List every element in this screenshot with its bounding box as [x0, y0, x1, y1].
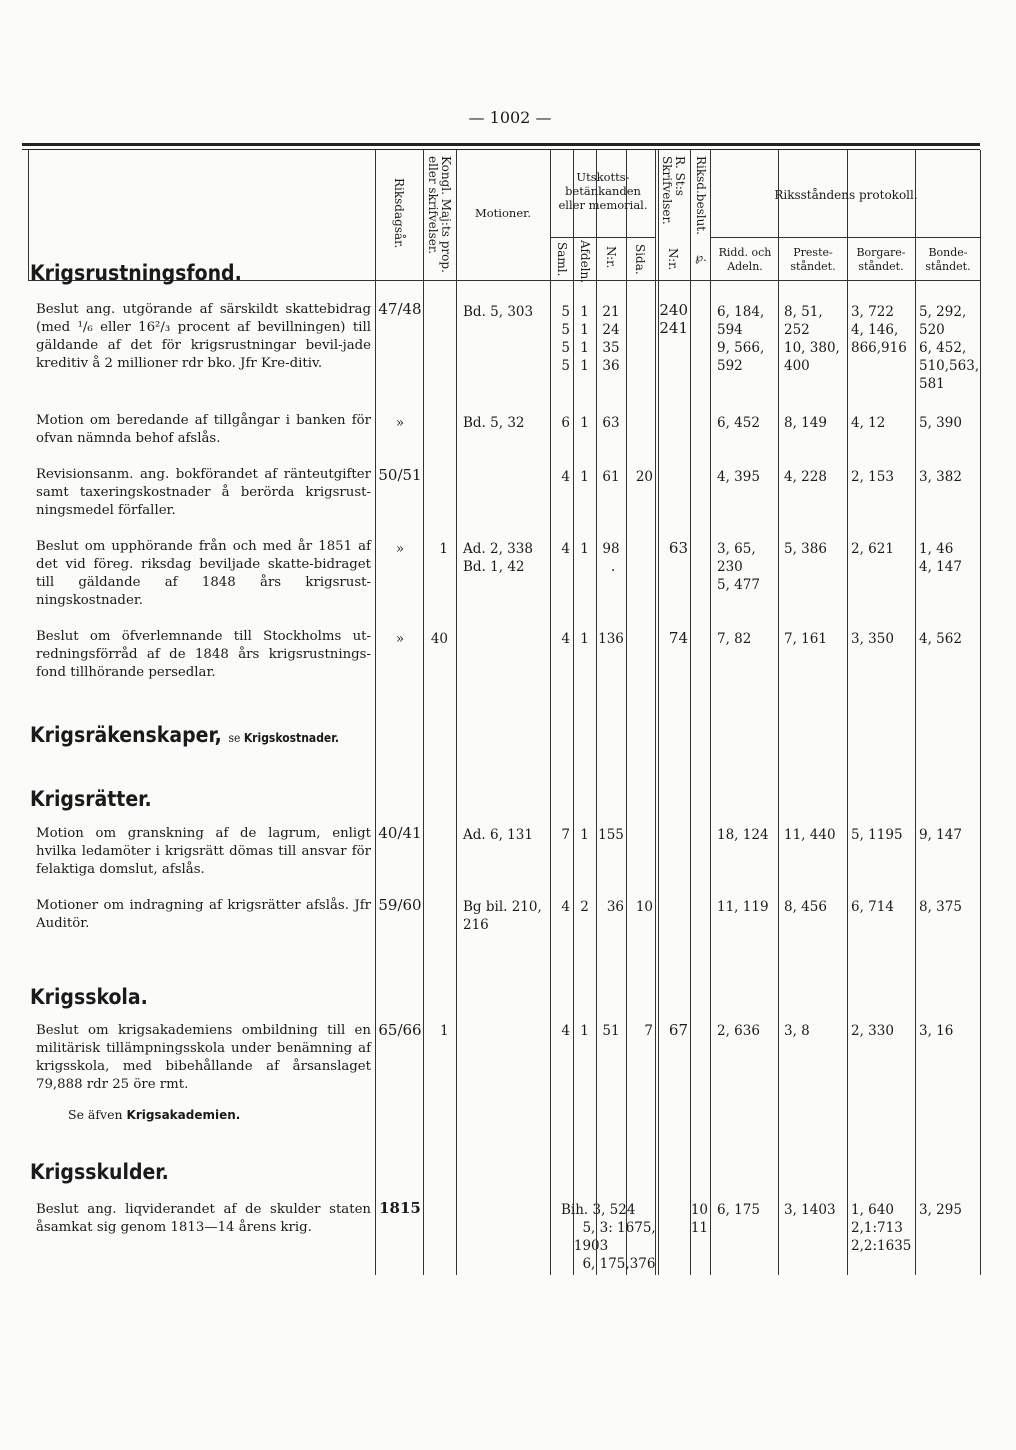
sida: 7	[644, 1023, 653, 1039]
kongl-prop: 1	[440, 1023, 449, 1039]
borgare-protokoll: 6, 714	[851, 899, 894, 915]
borgare-protokoll: 2, 153	[851, 469, 894, 485]
rsts-number: 74	[668, 629, 688, 647]
entry-description: Beslut om upphörande från och med år 1851 af det vid föreg. riksdag beviljade skatte-bidraget till gäldande af 1848 års krigsrust-ningskostnader.	[36, 539, 371, 608]
rsts-number: 63	[668, 539, 688, 557]
year: 1815	[379, 1199, 421, 1217]
afdelning: 1	[580, 631, 589, 647]
col-line	[980, 150, 981, 1275]
borgare-protokoll: 3, 350	[851, 631, 894, 647]
samling: 7	[561, 827, 570, 843]
kongl-prop: 40	[430, 631, 448, 647]
bonde-protokoll: 5, 292, 520 6, 452, 510,563, 581	[919, 304, 980, 392]
entry-description: Revisionsanm. ang. bokförandet af ränteutgifter samt taxeringskostnader å berörda krigsrust-ningsmedel förfaller.	[36, 467, 371, 518]
col-line	[710, 150, 711, 1275]
header-subrule	[550, 237, 655, 238]
bonde-protokoll: 5, 390	[919, 415, 962, 431]
preste-protokoll: 8, 149	[784, 415, 827, 431]
see-also-prefix: Se äfven	[68, 1107, 123, 1122]
number: 51	[602, 1023, 620, 1039]
preste-protokoll: 8, 51, 252 10, 380, 400	[784, 304, 840, 374]
samling: 5 5 5 5	[561, 304, 570, 374]
rsts-number: 67	[668, 1021, 688, 1039]
entry-description: Beslut om öfverlemnande till Stockholms ut-redningsförråd af de 1848 års krigsrustnings-fond tillhörande persedlar.	[36, 629, 371, 680]
borgare-protokoll: 4, 12	[851, 415, 886, 431]
sida: 20	[635, 469, 653, 485]
samling: 4	[561, 1023, 570, 1039]
bonde-protokoll: 3, 382	[919, 469, 962, 485]
borgare-protokoll: 2, 621	[851, 541, 894, 557]
col-line	[778, 150, 779, 1275]
section-heading: Krigsrätter.	[30, 787, 152, 811]
samling: 4	[561, 899, 570, 915]
bonde-protokoll: 8, 375	[919, 899, 962, 915]
number: 136	[598, 631, 624, 647]
motion: Bg bil. 210, 216	[463, 899, 542, 933]
afdelning: 1	[580, 1023, 589, 1039]
col-line	[915, 150, 916, 1275]
header-motioner: Motioner.	[474, 206, 532, 220]
header-preste: Preste- ståndet.	[790, 246, 836, 273]
header-sida: Sida.	[633, 244, 647, 275]
header-nr2: N:r.	[666, 248, 680, 271]
motion: Bd. 5, 303	[463, 304, 534, 320]
col-line	[375, 150, 376, 1275]
motion: Bd. 5, 32	[463, 415, 525, 431]
header-subrule	[710, 237, 980, 238]
col-line	[456, 150, 457, 1275]
preste-protokoll: 4, 228	[784, 469, 827, 485]
ridd-protokoll: 6, 452	[717, 415, 760, 431]
borgare-protokoll: 5, 1195	[851, 827, 903, 843]
see-also	[68, 1107, 240, 1122]
header-riksdagsar: Riksdagsår.	[392, 178, 406, 249]
header-nr: N:r.	[604, 246, 618, 269]
entry-description: Motion om granskning af de lagrum, enligt hvilka ledamöter i krigsrätt dömas till ansvar för felaktiga domslut, afslås.	[36, 826, 371, 877]
header-kongl: Kongl. Maj:ts prop. eller skrifvelser.	[426, 156, 453, 273]
borgare-protokoll: 3, 722 4, 146, 866,916	[851, 304, 907, 356]
header-utskotts: Utskotts- betänkanden eller memorial.	[558, 170, 648, 212]
sida: 10	[635, 899, 653, 915]
header-afdeln: Afdeln.	[578, 240, 592, 284]
year: »	[395, 631, 405, 647]
section-title: Krigsräkenskaper,	[30, 723, 222, 747]
year: »	[395, 415, 405, 431]
preste-protokoll: 5, 386	[784, 541, 827, 557]
ridd-protokoll: 7, 82	[717, 631, 752, 647]
year: 50/51	[378, 466, 422, 484]
header-riksdbeslut: Riksd.beslut.	[694, 156, 708, 235]
bonde-protokoll: 4, 562	[919, 631, 962, 647]
afdelning: 1 1 1 1	[580, 304, 589, 374]
bonde-protokoll: 3, 16	[919, 1023, 954, 1039]
number: 36	[606, 899, 624, 915]
bonde-protokoll: 1, 46 4, 147	[919, 541, 962, 575]
bonde-protokoll: 3, 295	[919, 1202, 962, 1218]
samling: 6	[561, 415, 570, 431]
header-rsts: R. St:s Skrifvelser.	[660, 156, 687, 225]
year: 40/41	[378, 824, 422, 842]
number: 98 .	[602, 541, 620, 575]
header-borgare: Borgare- ståndet.	[856, 246, 906, 273]
header-protokoll: Riksståndens protokoll.	[774, 188, 918, 202]
preste-protokoll: 3, 8	[784, 1023, 810, 1039]
afdelning: 1	[580, 541, 589, 557]
header-rule-thin	[22, 149, 980, 150]
bonde-protokoll: 9, 147	[919, 827, 962, 843]
section-heading: Krigsskola.	[30, 985, 148, 1009]
col-line	[655, 150, 656, 1275]
motion: Ad. 6, 131	[463, 827, 533, 843]
page-number: — 1002 —	[468, 108, 552, 127]
section-heading: Krigsskulder.	[30, 1160, 169, 1184]
rsts-number: 240 241	[659, 301, 688, 337]
entry-description: Beslut ang. liqviderandet af de skulder staten åsamkat sig genom 1813—14 årens krig.	[36, 1202, 371, 1235]
header-bonde: Bonde- ståndet.	[925, 246, 971, 273]
number: 61	[602, 469, 620, 485]
header-pg: ℘.	[695, 250, 707, 264]
afdelning: 1	[580, 469, 589, 485]
entry-description: Beslut om krigsakademiens ombildning till en militärisk tillämpningsskola under benämning af krigsskola, med bibehållande af årsanslaget 79,888 rdr 25 öre rmt.	[36, 1023, 371, 1092]
kongl-prop: 1	[439, 541, 448, 557]
col-line	[423, 150, 424, 1275]
samling: 4	[561, 469, 570, 485]
ridd-protokoll: 11, 119	[717, 899, 769, 915]
section-heading	[30, 723, 339, 747]
samling: 4	[561, 541, 570, 557]
afdelning: 1	[580, 415, 589, 431]
see-also-ref: Krigsakademien.	[126, 1108, 241, 1122]
samling: 4	[561, 631, 570, 647]
header-saml: Saml.	[555, 242, 569, 277]
number: 155	[598, 827, 624, 843]
preste-protokoll: 11, 440	[784, 827, 836, 843]
section-heading: Krigsrustningsfond.	[30, 261, 242, 285]
year: 59/60	[378, 896, 422, 914]
ridd-protokoll: 3, 65, 230 5, 477	[717, 541, 760, 593]
col-line	[28, 150, 29, 280]
ridd-protokoll: 6, 184, 594 9, 566, 592	[717, 304, 765, 374]
col-line	[550, 150, 551, 1275]
number: 21 24 35 36	[602, 304, 620, 374]
entry-description: Motioner om indragning af krigsrätter afslås. Jfr Auditör.	[36, 898, 371, 931]
col-line	[847, 150, 848, 1275]
ridd-protokoll: 4, 395	[717, 469, 760, 485]
year: »	[395, 541, 405, 557]
ridd-protokoll: 2, 636	[717, 1023, 760, 1039]
afdelning: 2	[580, 899, 589, 915]
year: 47/48	[378, 300, 422, 318]
utskott-reference: Bih. 3, 524 5, 3: 1675, 1903 6, 175,376	[561, 1202, 656, 1272]
borgare-protokoll: 1, 640 2,1:713 2,2:1635	[851, 1202, 912, 1254]
col-line	[626, 150, 627, 1275]
entry-description: Beslut ang. utgörande af särskildt skattebidrag (med ¹/₆ eller 16²/₃ procent af bevillningen) till gäldande af det för krigsrustningar bevil-jade kreditiv å 2 millioner rdr bko. Jfr Kre-ditiv.	[36, 302, 371, 371]
col-line	[690, 150, 691, 1275]
afdelning: 1	[580, 827, 589, 843]
section-see: se Krigskostnader.	[228, 731, 339, 745]
preste-protokoll: 3, 1403	[784, 1202, 836, 1218]
motion: Ad. 2, 338 Bd. 1, 42	[463, 541, 533, 575]
ridd-protokoll: 6, 175	[717, 1202, 760, 1218]
preste-protokoll: 8, 456	[784, 899, 827, 915]
year: 65/66	[378, 1021, 422, 1039]
borgare-protokoll: 2, 330	[851, 1023, 894, 1039]
riksd-beslut: 10 11	[690, 1202, 708, 1236]
header-ridd: Ridd. och Adeln.	[718, 246, 772, 273]
ridd-protokoll: 18, 124	[717, 827, 769, 843]
header-rule	[22, 143, 980, 146]
entry-description: Motion om beredande af tillgångar i banken för ofvan nämnda behof afslås.	[36, 413, 371, 446]
preste-protokoll: 7, 161	[784, 631, 827, 647]
number: 63	[602, 415, 620, 431]
